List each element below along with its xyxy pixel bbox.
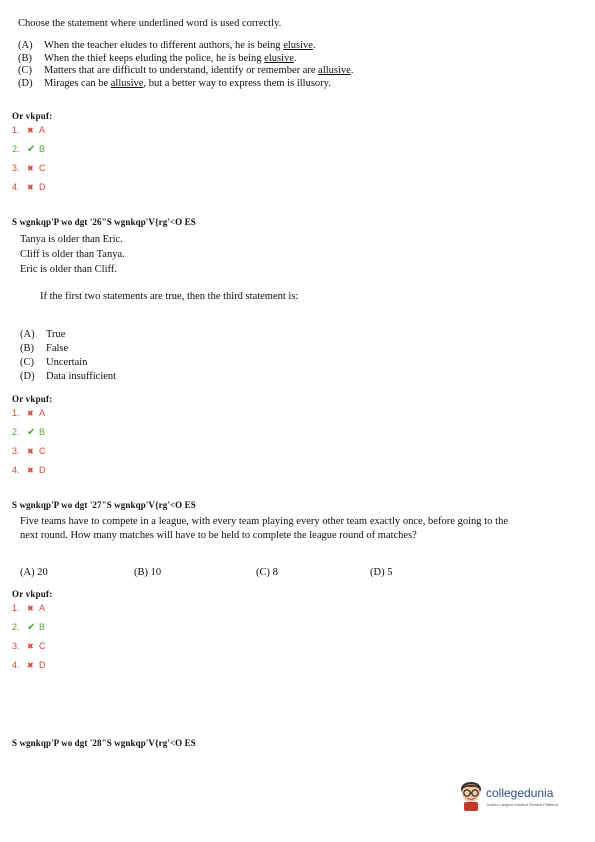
cross-icon: ✖ [27, 661, 34, 670]
q1-option-d: (D) Mirages can be allusive, but a better way to express them is illusory. [18, 77, 331, 89]
q3-option-d: (D) 5 [370, 567, 393, 578]
cross-icon: ✖ [27, 604, 34, 613]
q1-option-a: (A) When the teacher eludes to different authors, he is being elusive. [18, 40, 316, 51]
q2-option-a: (A) True [20, 329, 66, 340]
q1-option-c: (C) Matters that are difficult to understand, identify or remember are allusive. [18, 65, 354, 76]
answer-option-b[interactable]: 2. ✔ B [12, 144, 46, 155]
q2-option-b: (B) False [20, 343, 69, 354]
check-icon: ✔ [27, 427, 36, 438]
answer-option-d[interactable]: 4. ✖ D [12, 182, 46, 192]
q1-option-b: (B) When the thief keeps eluding the police, he is being elusive. [18, 52, 297, 64]
cross-icon: ✖ [27, 183, 34, 192]
cross-icon: ✖ [27, 447, 34, 456]
logo-name: collegedunia [486, 786, 554, 800]
q2-heading: S wgnkqp'P wo dgt '26"S wgnkqp'V{rg'<O ES [12, 217, 196, 227]
q1-options [18, 40, 353, 90]
q2-statement-2: Cliff is older than Tanya. [20, 249, 125, 260]
answer-option-c[interactable]: 3. ✖ C [12, 163, 46, 173]
check-icon: ✔ [27, 622, 36, 633]
mascot-icon [458, 780, 484, 812]
logo-tagline: India's Largest Student Review Platform [487, 802, 559, 807]
q3-option-a: (A) 20 [20, 567, 48, 578]
cross-icon: ✖ [27, 642, 34, 651]
q2-options [20, 328, 116, 384]
q2-statements [20, 232, 125, 277]
cross-icon: ✖ [27, 164, 34, 173]
answer-option-b[interactable]: 2. ✔ B [12, 622, 46, 633]
options-heading: Or vkpuf: [12, 589, 53, 599]
answer-option-a[interactable]: 1. ✖ A [12, 125, 46, 135]
answer-option-a[interactable]: 1. ✖ A [12, 603, 46, 613]
q2-prompt: If the first two statements are true, then the third statement is: [40, 291, 299, 302]
answer-option-d[interactable]: 4. ✖ D [12, 465, 46, 475]
answer-list [12, 407, 46, 477]
check-icon: ✔ [27, 144, 36, 155]
q2-statement-1: Tanya is older than Eric. [20, 234, 123, 245]
cross-icon: ✖ [27, 126, 34, 135]
answer-list [12, 124, 46, 194]
collegedunia-logo [458, 780, 578, 814]
answer-option-c[interactable]: 3. ✖ C [12, 446, 46, 456]
answer-option-b[interactable]: 2. ✔ B [12, 427, 46, 438]
q3-heading: S wgnkqp'P wo dgt '27"S wgnkqp'V{rg'<O ES [12, 500, 196, 510]
cross-icon: ✖ [27, 409, 34, 418]
q2-option-d: (D) Data insufficient [20, 371, 117, 382]
q1-prompt: Choose the statement where underlined word is used correctly. [18, 18, 282, 29]
answer-list [12, 602, 46, 672]
q2-option-c: (C) Uncertain [20, 357, 88, 368]
q2-statement-3: Eric is older than Cliff. [20, 264, 117, 275]
answer-option-c[interactable]: 3. ✖ C [12, 641, 46, 651]
options-heading: Or vkpuf: [12, 394, 53, 404]
options-heading: Or vkpuf: [12, 111, 53, 121]
q3-option-b: (B) 10 [134, 567, 162, 578]
answer-option-a[interactable]: 1. ✖ A [12, 408, 46, 418]
answer-option-d[interactable]: 4. ✖ D [12, 660, 46, 670]
q4-heading: S wgnkqp'P wo dgt '28"S wgnkqp'V{rg'<O ES [12, 738, 196, 748]
q3-prompt: Five teams have to compete in a league, with every team playing every other team exactly once, before going to the next round. How many matches will have to be held to complete the league round of matches? [20, 516, 508, 541]
q3-option-c: (C) 8 [256, 567, 278, 578]
cross-icon: ✖ [27, 466, 34, 475]
